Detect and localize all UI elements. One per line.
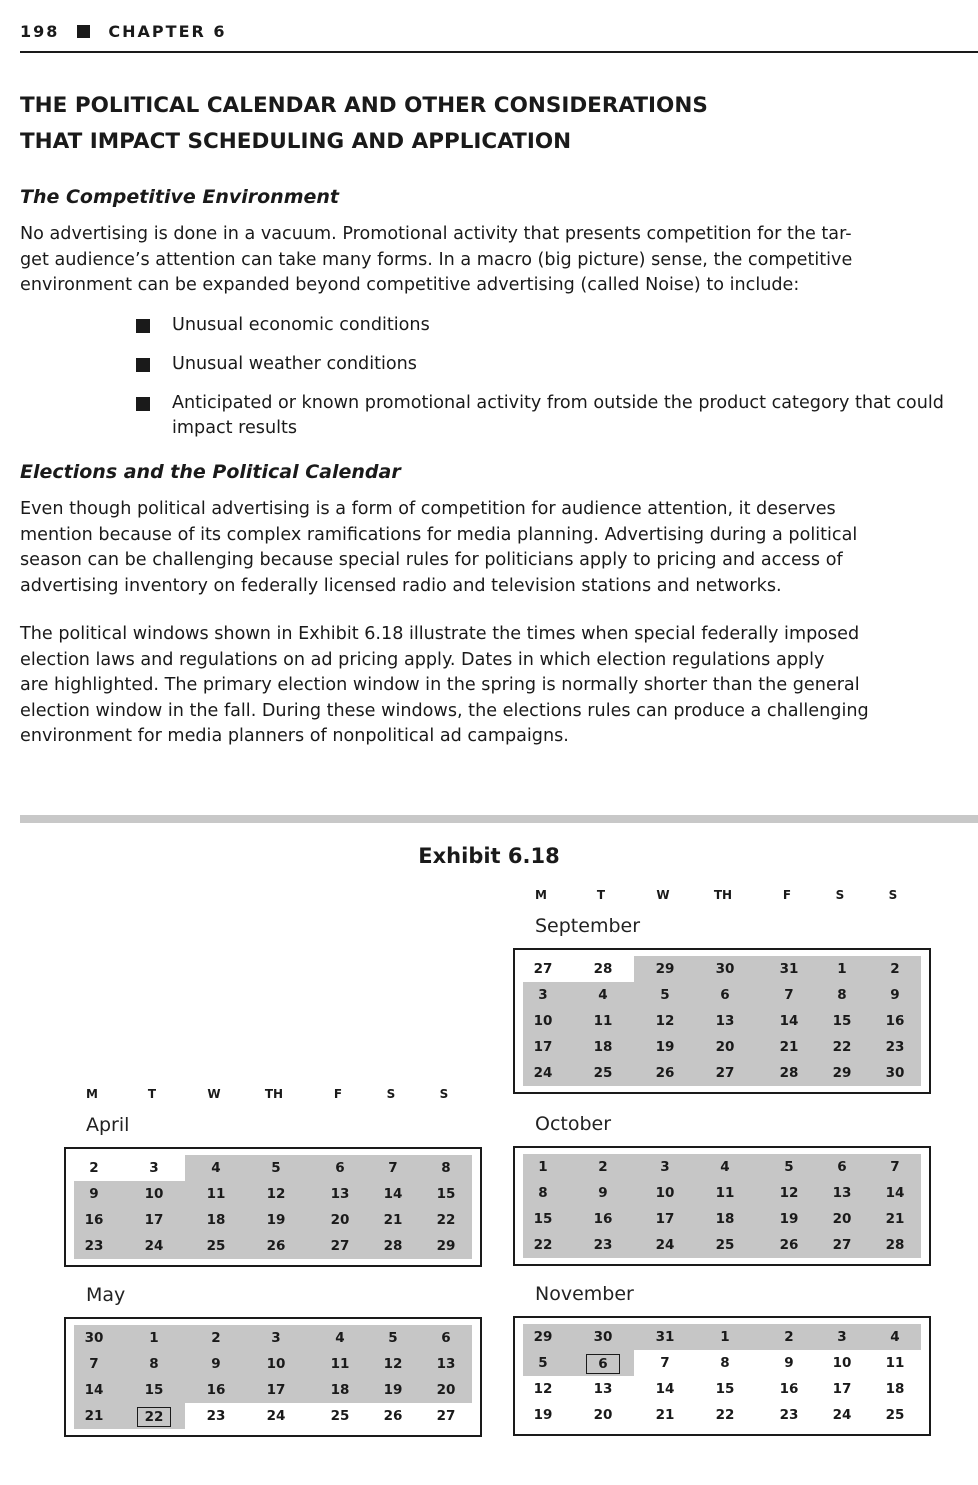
weekday-label: F	[782, 888, 792, 902]
calendar-date: 23	[885, 1039, 905, 1055]
calendar-date: 1	[720, 1329, 730, 1345]
calendar-date: 5	[271, 1160, 281, 1176]
calendar-date: 7	[784, 987, 794, 1003]
calendar-date: 13	[832, 1185, 852, 1201]
calendar-date: 28	[383, 1238, 403, 1254]
month-label: April	[86, 1114, 130, 1136]
calendar-date: 12	[779, 1185, 799, 1201]
calendar-date: 22	[533, 1237, 553, 1253]
calendar-date: 3	[660, 1159, 670, 1175]
calendar-date: 10	[533, 1013, 553, 1029]
paragraph-line: election window in the fall. During these windows, the elections rules can produce a challenging	[20, 700, 869, 721]
calendar-date: 29	[436, 1238, 456, 1254]
paragraph-line: election laws and regulations on ad pricing apply. Dates in which election regulations apply	[20, 649, 825, 670]
calendar-date: 16	[779, 1381, 799, 1397]
month-grid	[513, 1316, 931, 1436]
calendar-date: 25	[885, 1407, 905, 1423]
calendar-date: 8	[538, 1185, 548, 1201]
calendar-date: 16	[885, 1013, 905, 1029]
calendar-date: 18	[715, 1211, 735, 1227]
paragraph-line: The political windows shown in Exhibit 6.18 illustrate the times when special federally imposed	[20, 624, 860, 644]
calendar-date: 17	[655, 1211, 675, 1227]
calendar-date: 12	[655, 1013, 675, 1029]
calendar-date: 24	[655, 1237, 675, 1253]
paragraph-line: are highlighted. The primary election window in the spring is normally shorter than the general	[20, 675, 860, 695]
calendar-date: 29	[832, 1065, 852, 1081]
page-number: 198	[20, 22, 60, 41]
calendar-date: 10	[655, 1185, 675, 1201]
list-item	[136, 352, 966, 377]
weekday-label: TH	[264, 1087, 284, 1101]
calendar-date: 29	[533, 1329, 553, 1345]
calendar-date: 11	[330, 1356, 350, 1372]
weekday-label: S	[439, 1087, 449, 1101]
bullet-list	[136, 313, 966, 441]
exhibit-divider	[20, 815, 978, 823]
calendar-date: 7	[890, 1159, 900, 1175]
calendar-date: 19	[383, 1382, 403, 1398]
calendar-date: 22	[436, 1212, 456, 1228]
calendar-date: 13	[330, 1186, 350, 1202]
calendar-date: 28	[885, 1237, 905, 1253]
calendar-date: 14	[885, 1185, 905, 1201]
calendar-date: 25	[715, 1237, 735, 1253]
square-bullet-icon	[136, 358, 150, 372]
bullet-text: Unusual weather conditions	[172, 354, 417, 374]
calendar-date: 26	[383, 1408, 403, 1424]
calendar-date: 20	[330, 1212, 350, 1228]
elections-paragraph-1	[20, 497, 965, 599]
calendar-date: 21	[885, 1211, 905, 1227]
calendar-date: 8	[149, 1356, 159, 1372]
calendar-date: 4	[890, 1329, 900, 1345]
calendar-date: 18	[206, 1212, 226, 1228]
calendar-date: 5	[784, 1159, 794, 1175]
calendar-date: 10	[266, 1356, 286, 1372]
calendar-date: 10	[832, 1355, 852, 1371]
calendar-date: 2	[211, 1330, 221, 1346]
paragraph-line: mention because of its complex ramifications for media planning. Advertising during a political	[20, 524, 858, 545]
calendar-date: 19	[655, 1039, 675, 1055]
calendar-date: 15	[436, 1186, 456, 1202]
calendar-date: 20	[593, 1407, 613, 1423]
calendar-date: 28	[593, 961, 613, 977]
paragraph-line: environment can be expanded beyond competitive advertising (called Noise) to include:	[20, 275, 800, 295]
month-grid	[64, 1317, 482, 1437]
competitive-environment-heading: The Competitive Environment	[20, 186, 339, 208]
calendar-date: 29	[655, 961, 675, 977]
election-day-date: 22	[137, 1407, 171, 1427]
calendar-date: 8	[837, 987, 847, 1003]
calendar-date: 3	[837, 1329, 847, 1345]
calendar-date: 15	[715, 1381, 735, 1397]
weekday-label: M	[86, 1087, 98, 1101]
calendar-date: 19	[266, 1212, 286, 1228]
weekday-header	[513, 888, 933, 904]
calendar-date: 5	[660, 987, 670, 1003]
calendar-date: 18	[885, 1381, 905, 1397]
paragraph-line: environment for media planners of nonpolitical ad campaigns.	[20, 726, 569, 746]
calendar-date: 15	[533, 1211, 553, 1227]
calendar-date: 30	[84, 1330, 104, 1346]
calendar-date: 12	[533, 1381, 553, 1397]
weekday-label: F	[333, 1087, 343, 1101]
calendar-date: 4	[720, 1159, 730, 1175]
calendar-date: 8	[720, 1355, 730, 1371]
calendar-date: 20	[715, 1039, 735, 1055]
month-label: September	[535, 915, 641, 937]
calendar-date: 12	[383, 1356, 403, 1372]
calendar-date: 2	[598, 1159, 608, 1175]
bullet-text: Anticipated or known promotional activity from outside the product category that could impact results	[172, 393, 944, 438]
calendar-date: 9	[890, 987, 900, 1003]
calendar-date: 24	[144, 1238, 164, 1254]
calendar-date: 9	[784, 1355, 794, 1371]
paragraph-line: advertising inventory on federally licensed radio and television stations and networks.	[20, 575, 782, 596]
calendar-date: 15	[144, 1382, 164, 1398]
calendar-date: 24	[832, 1407, 852, 1423]
calendar-date: 8	[441, 1160, 451, 1176]
calendar-date: 1	[538, 1159, 548, 1175]
election-day-date: 6	[586, 1354, 620, 1374]
calendar-date: 17	[832, 1381, 852, 1397]
weekday-label: T	[147, 1087, 157, 1101]
competitive-environment-paragraph	[20, 222, 965, 299]
running-header	[20, 22, 227, 41]
calendar-date: 26	[779, 1237, 799, 1253]
calendar-date: 5	[388, 1330, 398, 1346]
calendar-date: 23	[84, 1238, 104, 1254]
calendar-date: 6	[720, 987, 730, 1003]
calendar-date: 27	[533, 961, 553, 977]
calendar-date: 16	[206, 1382, 226, 1398]
exhibit-title: Exhibit 6.18	[418, 844, 560, 868]
calendar-date: 21	[655, 1407, 675, 1423]
calendar-date: 24	[266, 1408, 286, 1424]
square-bullet-icon	[136, 397, 150, 411]
weekday-header	[64, 1087, 484, 1103]
calendar-date: 17	[144, 1212, 164, 1228]
calendar-date: 23	[206, 1408, 226, 1424]
calendar-date: 4	[211, 1160, 221, 1176]
calendar-date: 16	[593, 1211, 613, 1227]
title-line-1: THE POLITICAL CALENDAR AND OTHER CONSIDERATIONS	[20, 93, 708, 118]
calendar-date: 24	[533, 1065, 553, 1081]
calendar-date: 18	[330, 1382, 350, 1398]
calendar-date: 2	[89, 1160, 99, 1176]
elections-heading: Elections and the Political Calendar	[20, 461, 401, 483]
paragraph-line: Even though political advertising is a form of competition for audience attention, it deserves	[20, 499, 836, 519]
calendar-date: 19	[779, 1211, 799, 1227]
calendar-date: 21	[383, 1212, 403, 1228]
calendar-date: 26	[655, 1065, 675, 1081]
calendar-date: 13	[593, 1381, 613, 1397]
calendar-date: 22	[832, 1039, 852, 1055]
calendar-date: 31	[655, 1329, 675, 1345]
calendar-date: 5	[538, 1355, 548, 1371]
chapter-label: CHAPTER 6	[108, 22, 227, 41]
calendar-date: 9	[89, 1186, 99, 1202]
month-grid	[513, 948, 931, 1094]
weekday-label: S	[835, 888, 845, 902]
calendar-date: 7	[660, 1355, 670, 1371]
calendar-date: 27	[330, 1238, 350, 1254]
calendar-date: 11	[885, 1355, 905, 1371]
month-grid	[64, 1147, 482, 1267]
paragraph-line: season can be challenging because special rules for politicians apply to pricing and access of	[20, 550, 843, 570]
calendar-date: 3	[538, 987, 548, 1003]
weekday-label: S	[888, 888, 898, 902]
calendar-date: 11	[206, 1186, 226, 1202]
calendar-date: 11	[593, 1013, 613, 1029]
calendar-date: 2	[890, 961, 900, 977]
calendar-date: 10	[144, 1186, 164, 1202]
calendar-date: 6	[441, 1330, 451, 1346]
header-rule	[20, 51, 978, 53]
calendar-date: 30	[885, 1065, 905, 1081]
square-bullet-icon	[77, 25, 90, 38]
weekday-label: W	[207, 1087, 221, 1101]
calendar-date: 25	[593, 1065, 613, 1081]
calendar-date: 2	[784, 1329, 794, 1345]
calendar-date: 25	[330, 1408, 350, 1424]
calendar-date: 27	[436, 1408, 456, 1424]
calendar-date: 20	[436, 1382, 456, 1398]
weekday-label: W	[656, 888, 670, 902]
calendar-date: 27	[832, 1237, 852, 1253]
section-title	[20, 88, 960, 160]
weekday-label: S	[386, 1087, 396, 1101]
calendar-date: 30	[715, 961, 735, 977]
calendar-date: 13	[715, 1013, 735, 1029]
elections-paragraph-2	[20, 622, 965, 750]
calendar-date: 4	[598, 987, 608, 1003]
calendar-date: 3	[149, 1160, 159, 1176]
calendar-date: 19	[533, 1407, 553, 1423]
calendar-date: 27	[715, 1065, 735, 1081]
calendar-date: 18	[593, 1039, 613, 1055]
calendar-date: 3	[271, 1330, 281, 1346]
calendar-date: 25	[206, 1238, 226, 1254]
calendar-date: 26	[266, 1238, 286, 1254]
calendar-date: 6	[335, 1160, 345, 1176]
list-item	[136, 313, 966, 338]
month-label: November	[535, 1283, 634, 1305]
calendar-date: 17	[533, 1039, 553, 1055]
calendar-date: 22	[715, 1407, 735, 1423]
calendar-date: 16	[84, 1212, 104, 1228]
title-line-2: THAT IMPACT SCHEDULING AND APPLICATION	[20, 129, 572, 154]
calendar-date: 9	[211, 1356, 221, 1372]
calendar-date: 14	[779, 1013, 799, 1029]
calendar-date: 14	[383, 1186, 403, 1202]
calendar-date: 14	[84, 1382, 104, 1398]
weekday-label: TH	[713, 888, 733, 902]
paragraph-line: No advertising is done in a vacuum. Promotional activity that presents competition for the tar-	[20, 224, 852, 244]
calendar-date: 7	[388, 1160, 398, 1176]
calendar-date: 17	[266, 1382, 286, 1398]
calendar-date: 7	[89, 1356, 99, 1372]
calendar-date: 6	[837, 1159, 847, 1175]
calendar-date: 13	[436, 1356, 456, 1372]
calendar-date: 14	[655, 1381, 675, 1397]
paragraph-line: get audience’s attention can take many forms. In a macro (big picture) sense, the competitive	[20, 249, 853, 270]
calendar-date: 30	[593, 1329, 613, 1345]
calendar-date: 12	[266, 1186, 286, 1202]
calendar-date: 11	[715, 1185, 735, 1201]
calendar-date: 1	[149, 1330, 159, 1346]
calendar-date: 9	[598, 1185, 608, 1201]
calendar-date: 20	[832, 1211, 852, 1227]
list-item	[136, 391, 952, 441]
bullet-text: Unusual economic conditions	[172, 315, 430, 335]
calendar-date: 4	[335, 1330, 345, 1346]
calendar-date: 15	[832, 1013, 852, 1029]
calendar-date: 21	[779, 1039, 799, 1055]
month-label: October	[535, 1113, 612, 1135]
weekday-label: T	[596, 888, 606, 902]
month-label: May	[86, 1284, 126, 1306]
square-bullet-icon	[136, 319, 150, 333]
calendar-date: 23	[779, 1407, 799, 1423]
month-grid	[513, 1146, 931, 1266]
calendar-date: 28	[779, 1065, 799, 1081]
weekday-label: M	[535, 888, 547, 902]
calendar-date: 31	[779, 961, 799, 977]
calendar-date: 23	[593, 1237, 613, 1253]
calendar-date: 1	[837, 961, 847, 977]
calendar-date: 21	[84, 1408, 104, 1424]
